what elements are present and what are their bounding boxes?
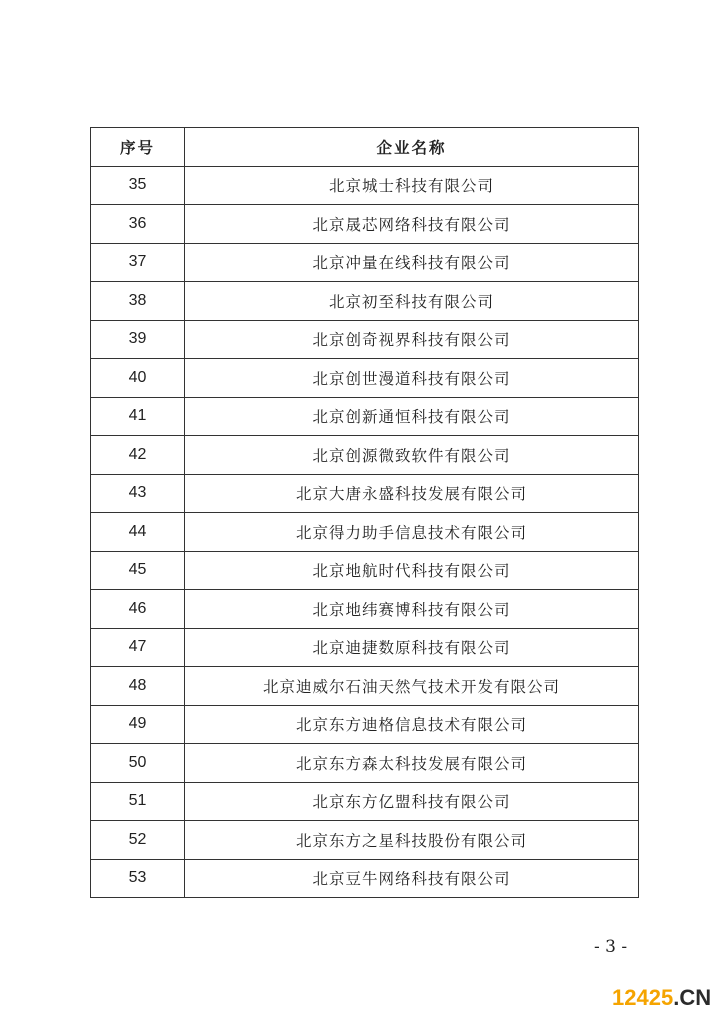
row-company-name: 北京创奇视界科技有限公司 xyxy=(185,320,639,359)
table-row xyxy=(91,282,639,321)
row-seq: 44 xyxy=(91,513,185,552)
row-company-name: 北京东方之星科技股份有限公司 xyxy=(185,821,639,860)
row-seq: 41 xyxy=(91,397,185,436)
row-company-name: 北京迪威尔石油天然气技术开发有限公司 xyxy=(185,667,639,706)
page-number: - 3 - xyxy=(594,937,628,957)
row-seq: 48 xyxy=(91,667,185,706)
company-table xyxy=(90,127,639,898)
header-company-name: 企业名称 xyxy=(185,128,639,167)
row-company-name: 北京东方亿盟科技有限公司 xyxy=(185,782,639,821)
table-row xyxy=(91,551,639,590)
table-row xyxy=(91,705,639,744)
row-company-name: 北京创源微致软件有限公司 xyxy=(185,436,639,475)
row-company-name: 北京初至科技有限公司 xyxy=(185,282,639,321)
watermark-tld: CN xyxy=(679,985,712,1010)
row-company-name: 北京创世漫道科技有限公司 xyxy=(185,359,639,398)
row-company-name: 北京晟芯网络科技有限公司 xyxy=(185,205,639,244)
row-seq: 47 xyxy=(91,628,185,667)
row-company-name: 北京冲量在线科技有限公司 xyxy=(185,243,639,282)
row-company-name: 北京大唐永盛科技发展有限公司 xyxy=(185,474,639,513)
table-body xyxy=(91,166,639,898)
row-seq: 46 xyxy=(91,590,185,629)
table-row xyxy=(91,320,639,359)
row-seq: 52 xyxy=(91,821,185,860)
row-seq: 50 xyxy=(91,744,185,783)
watermark-digits: 12425 xyxy=(612,985,674,1010)
row-seq: 40 xyxy=(91,359,185,398)
table-row xyxy=(91,628,639,667)
table-row xyxy=(91,436,639,475)
table-row xyxy=(91,821,639,860)
row-seq: 42 xyxy=(91,436,185,475)
row-seq: 49 xyxy=(91,705,185,744)
table-row xyxy=(91,243,639,282)
row-company-name: 北京豆牛网络科技有限公司 xyxy=(185,859,639,898)
table-row xyxy=(91,205,639,244)
row-seq: 43 xyxy=(91,474,185,513)
table-row xyxy=(91,474,639,513)
row-seq: 51 xyxy=(91,782,185,821)
row-seq: 53 xyxy=(91,859,185,898)
row-company-name: 北京地航时代科技有限公司 xyxy=(185,551,639,590)
row-company-name: 北京迪捷数原科技有限公司 xyxy=(185,628,639,667)
table-row xyxy=(91,359,639,398)
table-row xyxy=(91,667,639,706)
row-seq: 35 xyxy=(91,166,185,205)
row-company-name: 北京得力助手信息技术有限公司 xyxy=(185,513,639,552)
row-company-name: 北京东方迪格信息技术有限公司 xyxy=(185,705,639,744)
table-row xyxy=(91,744,639,783)
table-row xyxy=(91,859,639,898)
header-seq: 序号 xyxy=(91,128,185,167)
row-seq: 36 xyxy=(91,205,185,244)
row-company-name: 北京城士科技有限公司 xyxy=(185,166,639,205)
row-seq: 37 xyxy=(91,243,185,282)
table-row xyxy=(91,782,639,821)
row-seq: 39 xyxy=(91,320,185,359)
row-seq: 45 xyxy=(91,551,185,590)
row-company-name: 北京地纬赛博科技有限公司 xyxy=(185,590,639,629)
table-row xyxy=(91,397,639,436)
table-header-row xyxy=(91,128,639,167)
site-watermark xyxy=(612,985,711,1011)
table-row xyxy=(91,513,639,552)
table-row xyxy=(91,166,639,205)
row-company-name: 北京东方森太科技发展有限公司 xyxy=(185,744,639,783)
row-seq: 38 xyxy=(91,282,185,321)
watermark-dot: . xyxy=(673,985,680,1010)
row-company-name: 北京创新通恒科技有限公司 xyxy=(185,397,639,436)
table-row xyxy=(91,590,639,629)
